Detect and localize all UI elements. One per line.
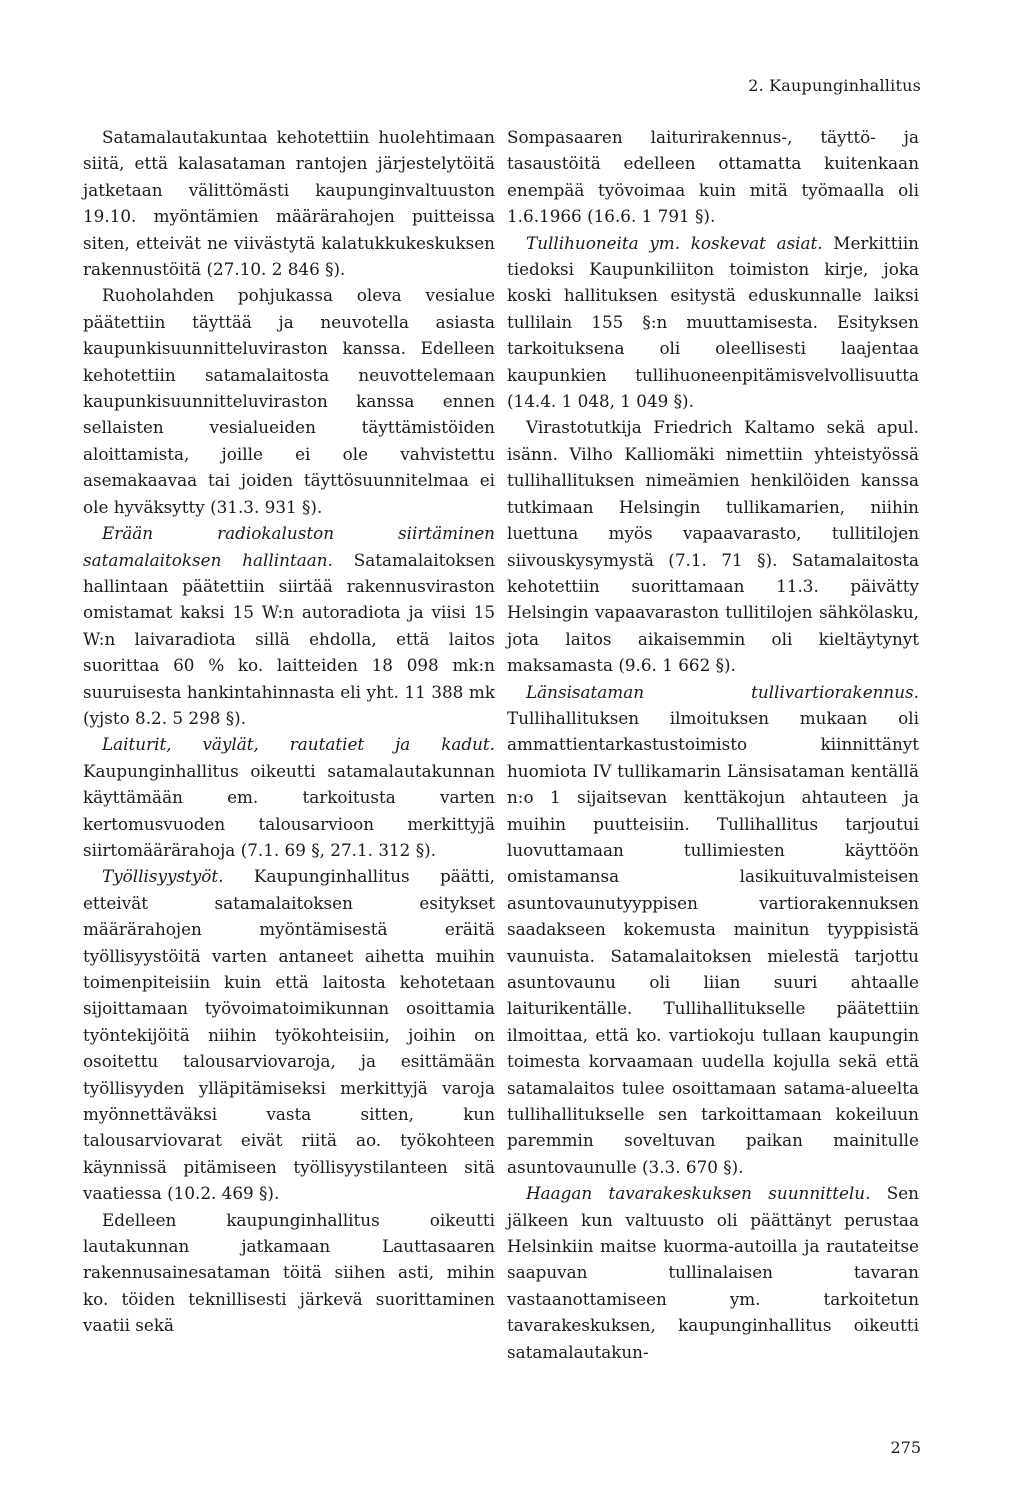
section-heading-tullihuoneet: Tullihuoneita ym. koskevat asiat.	[526, 232, 823, 253]
paragraph-ruoholahti: Ruoholahden pohjukassa oleva vesialue päätettiin täyttää ja neuvotella asiasta kaupunkisuunnitteluviraston kanssa. Edelleen kehotettiin satamalaitosta neuvottelemaan kaupunkisuunnitteluviraston kanssa ennen sellaisten vesialueiden täyttämistöiden aloittamista, joille ei ole vahvistettu asemakaavaa tai joiden täyttösuunnitelmaa ei ole hyväksytty (31.3. 931 §).	[83, 285, 495, 517]
paragraph-tyollisyystyot	[83, 863, 495, 1206]
paragraph-text-haaga: Sen jälkeen kun valtuusto oli päättänyt perustaa Helsinkiin maitse kuorma-autoilla ja rautateitse saapuvan tullinalaisen tavaran vastaanottamiseen ym. tarkoitetun tavarakeskuksen, kaupunginhallitus oikeutti satamalautakun-	[507, 1183, 919, 1362]
page-number: 275	[890, 1438, 921, 1457]
paragraph-laiturit	[83, 731, 495, 863]
paragraph-tullihuoneet	[507, 230, 919, 415]
section-heading-lansisatama: Länsisataman tullivartiorakennus.	[526, 681, 919, 702]
section-heading-haaga: Haagan tavarakeskuksen suunnittelu.	[526, 1183, 871, 1204]
paragraph-radiokalusto	[83, 520, 495, 731]
section-heading-radiokalusto: Erään radiokaluston siirtäminen satamalaitoksen hallintaan.	[83, 523, 495, 570]
paragraph-haaga	[507, 1180, 919, 1365]
paragraph-sompasaari: Sompasaaren laiturirakennus-, täyttö- ja tasaustöitä edelleen ottamatta kuitenkaan enempää työvoimaa kuin mitä työmaalla oli 1.6.1966 (16.6. 1 791 §).	[507, 127, 919, 227]
section-heading-tyollisyystyot: Työllisyystyöt.	[102, 866, 224, 887]
paragraph-text-laiturit: Kaupunginhallitus oikeutti satamalautakunnan käyttämään em. tarkoitusta varten kertomusvuoden talousarvioon merkittyjä siirtomäärärahoja (7.1. 69 §, 27.1. 312 §).	[83, 760, 495, 860]
running-header: 2. Kaupunginhallitus	[748, 76, 921, 95]
paragraph-text-lansisatama: Tullihallituksen ilmoituksen mukaan oli ammattientarkastustoimisto kiinnittänyt huomiota IV tullikamarin Länsisataman kentällä n:o 1 sijaitsevan kenttäkojun ahtauteen ja muihin puutteisiin. Tullihallitus tarjoutui luovuttamaan tullimiesten käyttöön omistamansa lasikuituvalmisteisen asuntovaunutyyppisen vartiorakennuksen saadakseen kokemusta mainitun tyyppisistä vaunuista. Satamalaitoksen mielestä tarjottu asuntovaunu oli liian suuri ahtaalle laiturikentälle. Tullihallitukselle päätettiin ilmoittaa, että ko. vartiokoju tullaan kaupungin toimesta korvaamaan uudella kojulla sekä että satamalaitos tulee osoittamaan satama-alueelta tullihallitukselle sen tarkoittamaan kokeiluun paremmin soveltuvan paikan mainitulle asuntovaunulle (3.3. 670 §).	[507, 707, 919, 1177]
section-heading-laiturit: Laiturit, väylät, rautatiet ja kadut.	[102, 734, 495, 755]
paragraph-virastotutkija: Virastotutkija Friedrich Kaltamo sekä apul. isänn. Vilho Kalliomäki nimettiin yhteistyössä tullihallituksen nimeämien henkilöiden kanssa tutkimaan Helsingin tullikamarien, niihin luettuna myös vapaavarasto, tullitilojen siivouskysymystä (7.1. 71 §). Satamalaitosta kehotettiin suorittamaan 11.3. päivätty Helsingin vapaavaraston tullitilojen sähkölasku, jota laitos aikaisemmin oli kieltäytynyt maksamasta (9.6. 1 662 §).	[507, 417, 919, 676]
left-column	[83, 124, 495, 1339]
paragraph-lansisatama	[507, 679, 919, 1181]
paragraph-lauttasaari: Edelleen kaupunginhallitus oikeutti lautakunnan jatkamaan Lauttasaaren rakennusainesataman töitä siihen asti, mihin ko. töiden teknillisesti järkevä suorittaminen vaatii sekä	[83, 1209, 495, 1336]
right-column	[507, 124, 919, 1365]
paragraph-text-radiokalusto: Satamalaitoksen hallintaan päätettiin siirtää rakennusviraston omistamat kaksi 15 W:n autoradiota ja viisi 15 W:n laivaradiota sillä ehdolla, että laitos suorittaa 60 % ko. laitteiden 18 098 mk:n suuruisesta hankintahinnasta eli yht. 11 388 mk (yjsto 8.2. 5 298 §).	[83, 549, 496, 728]
paragraph-kalasatama: Satamalautakuntaa kehotettiin huolehtimaan siitä, että kalasataman rantojen järjestelytöitä jatketaan välittömästi kaupunginvaltuuston 19.10. myöntämien määrärahojen puitteissa siten, etteivät ne viivästytä kalatukkukeskuksen rakennustöitä (27.10. 2 846 §).	[83, 127, 495, 280]
paragraph-text-tullihuoneet: Merkittiin tiedoksi Kaupunkiliiton toimiston kirje, joka koski hallituksen esitystä eduskunnalle laiksi tullilain 155 §:n muuttamisesta. Esityksen tarkoituksena oli oleellisesti laajentaa kaupunkien tullihuoneenpitämisvelvollisuutta (14.4. 1 048, 1 049 §).	[507, 232, 919, 412]
paragraph-text-tyollisyystyot: Kaupunginhallitus päätti, etteivät satamalaitoksen esitykset määrärahojen myöntämisestä eräitä työllisyystöitä varten antaneet aihetta muihin toimenpiteisiin kuin että laitosta kehotetaan sijoittamaan työvoimatoimikunnan osoittamia työntekijöitä niihin työkohteisiin, joihin on osoitettu talousarviovaroja, ja esittämään työllisyyden ylläpitämiseksi merkittyjä varoja myönnettäväksi vasta sitten, kun talousarviovarat eivät riitä ao. työkohteen käynnissä pitämiseen työllisyystilanteen sitä vaatiessa (10.2. 469 §).	[83, 866, 495, 1204]
